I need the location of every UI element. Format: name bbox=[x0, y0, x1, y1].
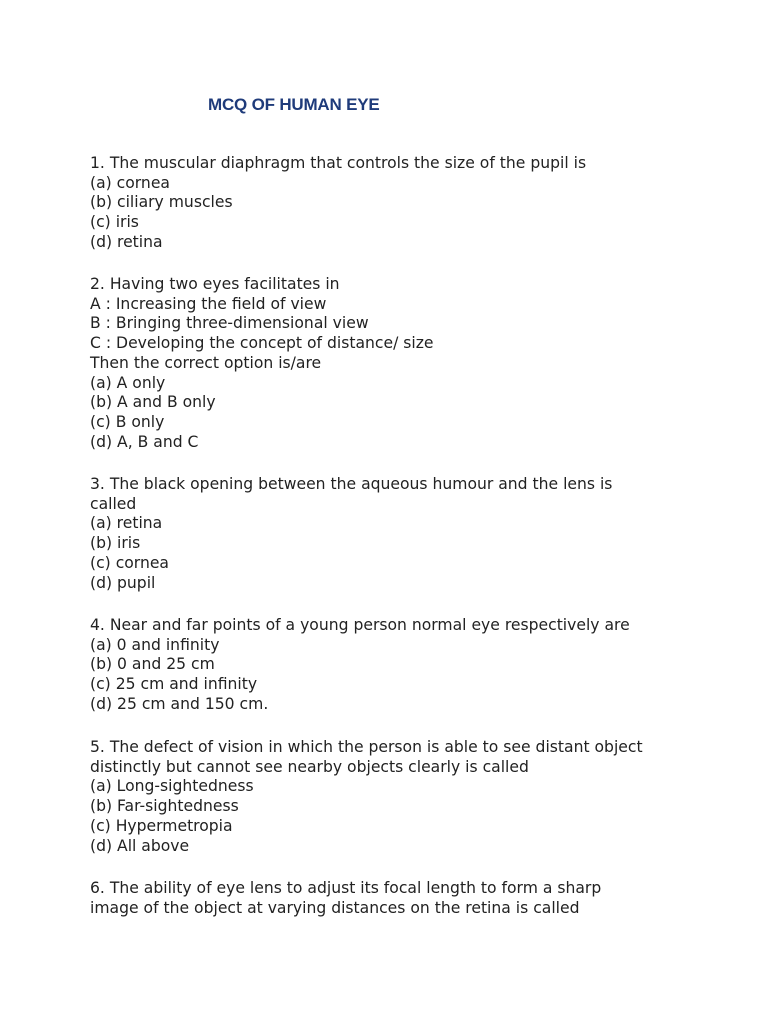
question-stem-line-1: 5. The defect of vision in which the person is able to see distant object bbox=[90, 738, 643, 756]
option-d: (d) All above bbox=[90, 836, 190, 855]
option-c: (c) Hypermetropia bbox=[90, 816, 233, 835]
question-4 bbox=[90, 616, 690, 715]
option-b: (b) ciliary muscles bbox=[90, 193, 233, 212]
option-d: (d) A, B and C bbox=[90, 432, 199, 451]
option-d: (d) 25 cm and 150 cm. bbox=[90, 694, 269, 713]
question-3 bbox=[90, 475, 690, 593]
question-1 bbox=[90, 154, 690, 253]
question-stem-line-1: 3. The black opening between the aqueous humour and the lens is bbox=[90, 475, 613, 493]
option-c: (c) iris bbox=[90, 213, 139, 232]
question-stem-line-1: 6. The ability of eye lens to adjust its focal length to form a sharp bbox=[90, 879, 602, 897]
option-a: (a) A only bbox=[90, 373, 166, 392]
page-title: MCQ OF HUMAN EYE bbox=[208, 95, 380, 114]
option-c: (c) cornea bbox=[90, 553, 169, 572]
option-a: (a) retina bbox=[90, 514, 163, 533]
option-c: (c) B only bbox=[90, 412, 165, 431]
option-a: (a) cornea bbox=[90, 173, 170, 192]
question-5 bbox=[90, 738, 690, 856]
option-b: (b) A and B only bbox=[90, 393, 216, 412]
statement-a: A : Increasing the field of view bbox=[90, 294, 327, 313]
question-6 bbox=[90, 879, 690, 918]
option-d: (d) pupil bbox=[90, 573, 156, 592]
option-a: (a) Long-sightedness bbox=[90, 777, 254, 796]
question-stem-line-2: called bbox=[90, 494, 137, 513]
question-stem: 1. The muscular diaphragm that controls the size of the pupil is bbox=[90, 154, 587, 172]
question-prompt: Then the correct option is/are bbox=[90, 353, 322, 372]
statement-c: C : Developing the concept of distance/ size bbox=[90, 334, 434, 353]
question-stem-line-2: distinctly but cannot see nearby objects clearly is called bbox=[90, 757, 529, 776]
option-d: (d) retina bbox=[90, 232, 163, 251]
option-a: (a) 0 and infinity bbox=[90, 635, 220, 654]
question-stem-line-2: image of the object at varying distances on the retina is called bbox=[90, 898, 580, 917]
option-b: (b) 0 and 25 cm bbox=[90, 655, 215, 674]
question-stem: 4. Near and far points of a young person normal eye respectively are bbox=[90, 616, 630, 634]
question-stem: 2. Having two eyes facilitates in bbox=[90, 275, 340, 293]
statement-b: B : Bringing three-dimensional view bbox=[90, 314, 369, 333]
question-2 bbox=[90, 275, 690, 452]
option-b: (b) Far-sightedness bbox=[90, 797, 239, 816]
option-b: (b) iris bbox=[90, 534, 141, 553]
option-c: (c) 25 cm and infinity bbox=[90, 675, 258, 694]
